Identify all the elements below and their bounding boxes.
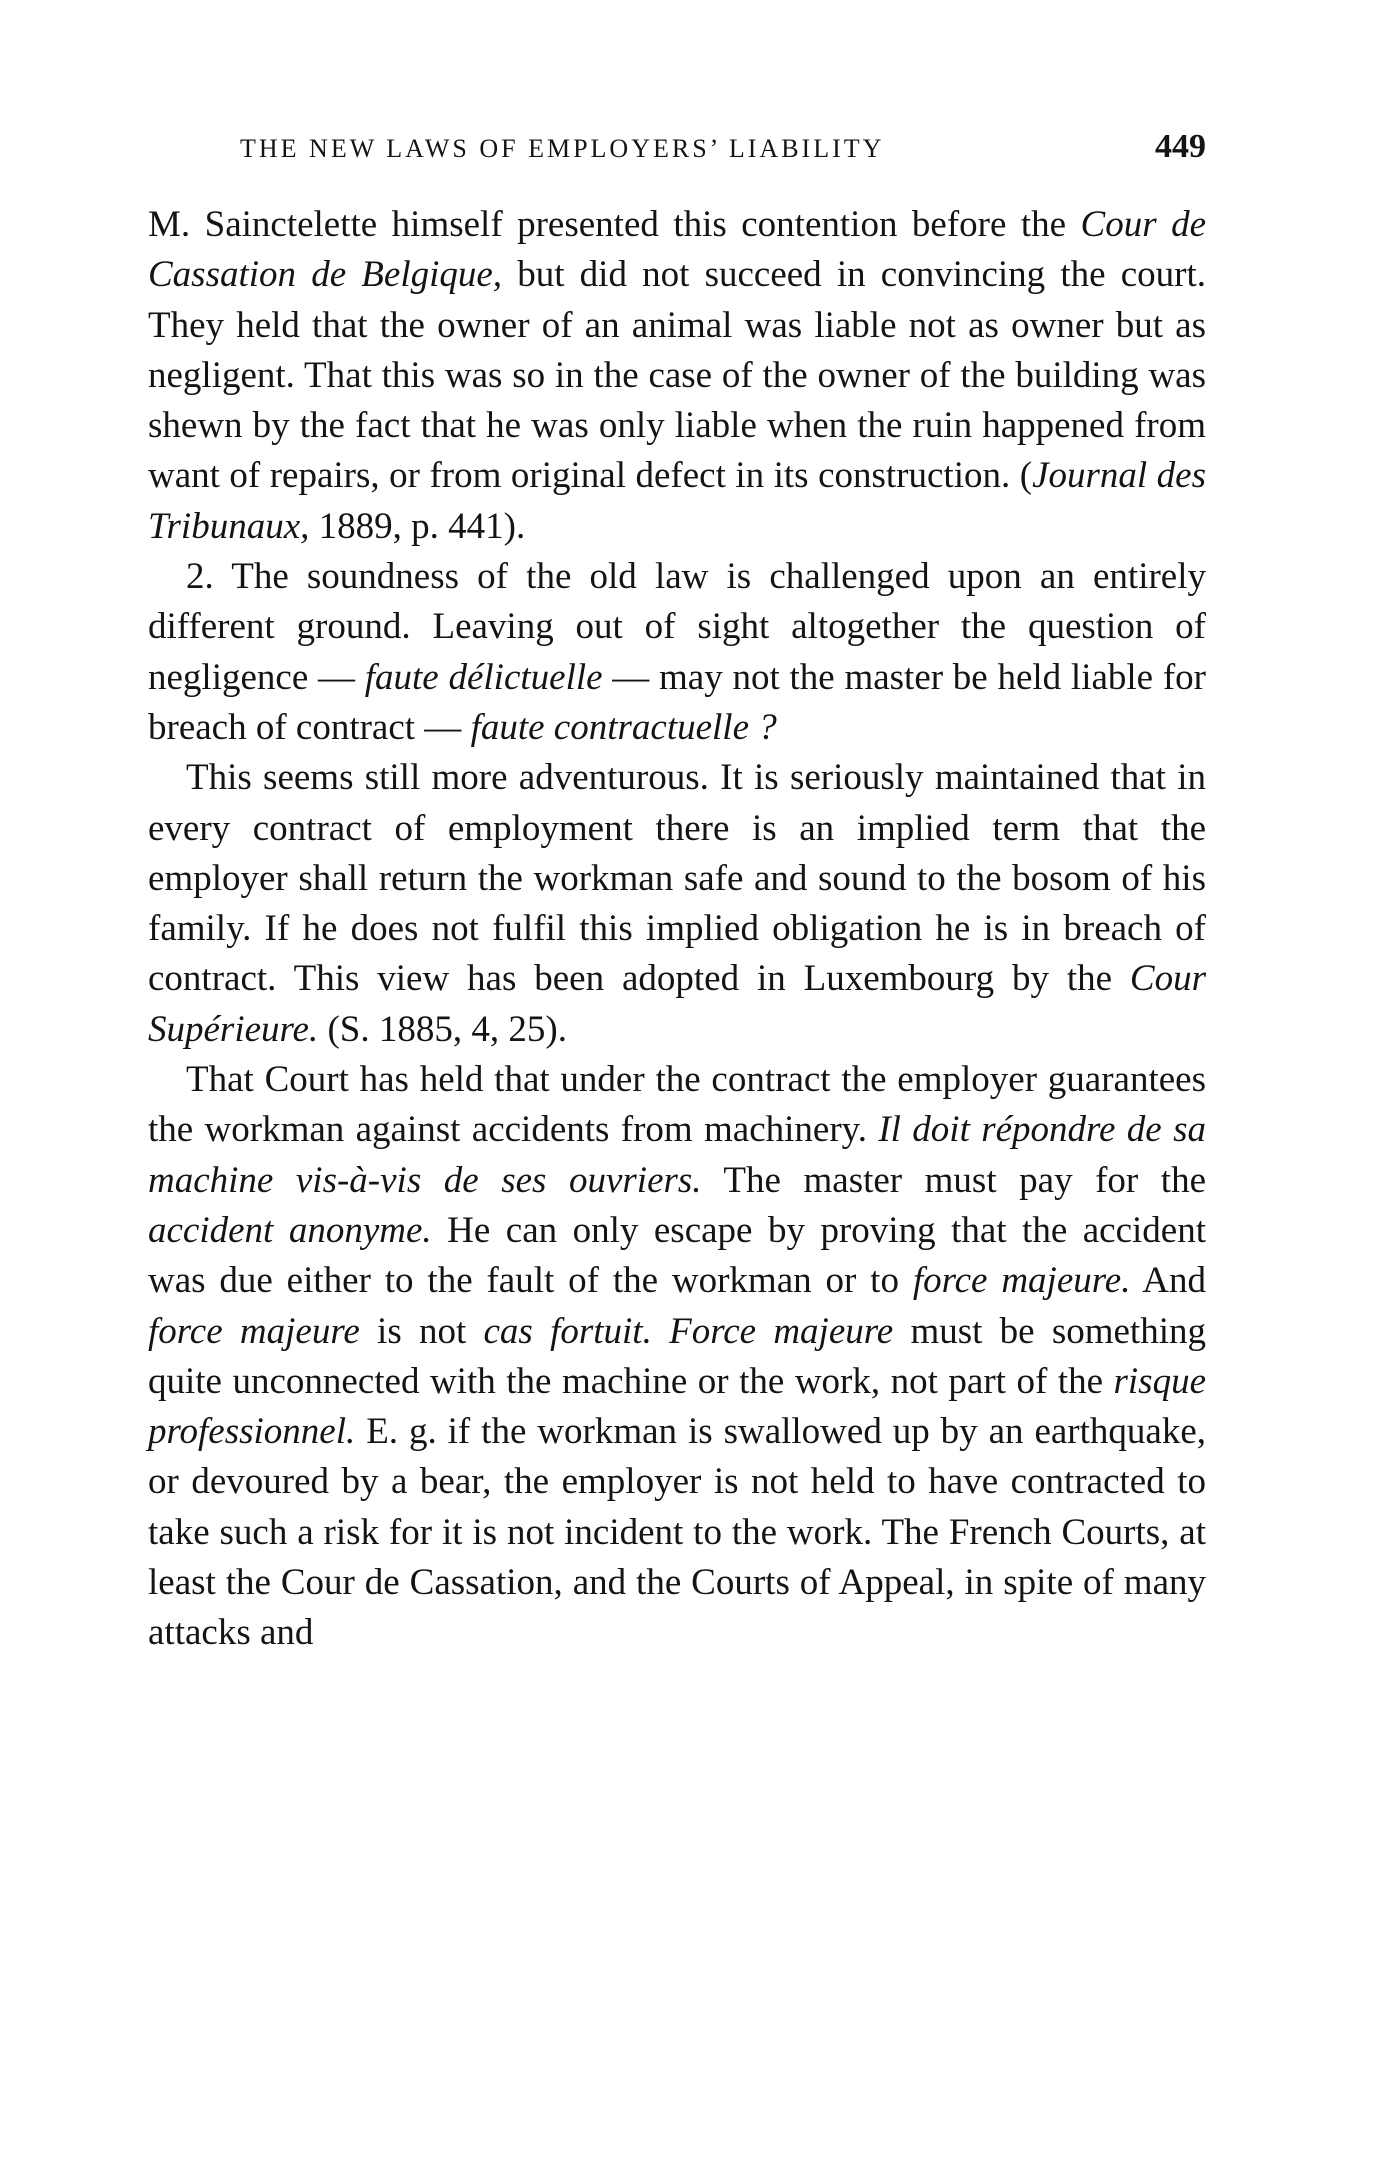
text-run: — may not the master be held liable for breach of contract — bbox=[148, 656, 1206, 748]
text-run: And bbox=[1130, 1260, 1206, 1302]
italic-run: cas fortuit. Force majeure bbox=[483, 1310, 894, 1352]
paragraph-2 bbox=[148, 552, 1206, 753]
italic-run: accident anonyme. bbox=[148, 1209, 432, 1251]
text-run: E. g. if the workman is swallowed up by an earthquake, or devoured by a bear, the employer is not held to have contracted to take such a risk for it is not incident to the work. The French Courts, at least the Cour de Cassation, and the Courts of Appeal, in spite of many attacks and bbox=[148, 1411, 1206, 1654]
body-text bbox=[148, 200, 1206, 1659]
page-number: 449 bbox=[1155, 128, 1206, 165]
text-run: This seems still more adventurous. It is seriously maintained that in every contract of employment there is an implied term that the employer shall return the workman safe and sound to the bosom of his family. If he does not fulfil this implied obligation he is in breach of contract. This view has been adopted in Luxembourg by the bbox=[148, 757, 1206, 1000]
italic-run: faute contractuelle ? bbox=[470, 706, 777, 748]
text-run: 1889, p. 441). bbox=[309, 505, 526, 547]
paragraph-1 bbox=[148, 200, 1206, 552]
text-run: That Court has held that under the contract the employer guarantees the workman against accidents from machinery. bbox=[148, 1059, 1206, 1151]
text-run: 2. The soundness of the old law is challenged upon an entirely different ground. Leaving out of sight altogether the question of negligence — bbox=[148, 556, 1206, 698]
page-header bbox=[240, 128, 1206, 174]
italic-run: force majeure bbox=[148, 1310, 360, 1352]
italic-run: Cour de Cassation de Belgique, bbox=[148, 204, 1206, 296]
paragraph-3 bbox=[148, 753, 1206, 1055]
italic-run: force majeure. bbox=[912, 1260, 1131, 1302]
text-run: but did not succeed in convincing the court. They held that the owner of an animal was liable not as owner but as negligent. That this was so in the case of the owner of the building was shewn by the fact that he was only liable when the ruin happened from want of repairs, or from original defect in its construction. ( bbox=[148, 254, 1206, 497]
text-run: must be something quite unconnected with the machine or the work, not part of the bbox=[148, 1310, 1206, 1402]
paragraph-4 bbox=[148, 1055, 1206, 1659]
text-run: is not bbox=[359, 1310, 484, 1352]
text-run: He can only escape by proving that the accident was due either to the fault of the workman or to bbox=[148, 1209, 1206, 1302]
italic-run: Il doit répondre de sa machine vis-à-vis de ses ouvriers. bbox=[148, 1109, 1206, 1201]
text-run: M. Sainctelette himself presented this contention before the bbox=[148, 204, 1081, 245]
italic-run: risque professionnel. bbox=[148, 1360, 1206, 1453]
italic-run: faute délictuelle bbox=[364, 656, 603, 698]
text-run: The master must pay for the bbox=[701, 1159, 1206, 1201]
running-title: THE NEW LAWS OF EMPLOYERS’ LIABILITY bbox=[240, 134, 885, 163]
italic-run: Journal des Tribunaux, bbox=[148, 455, 1206, 547]
italic-run: Cour Supérieure. bbox=[148, 958, 1206, 1050]
text-run: (S. 1885, 4, 25). bbox=[318, 1008, 567, 1050]
